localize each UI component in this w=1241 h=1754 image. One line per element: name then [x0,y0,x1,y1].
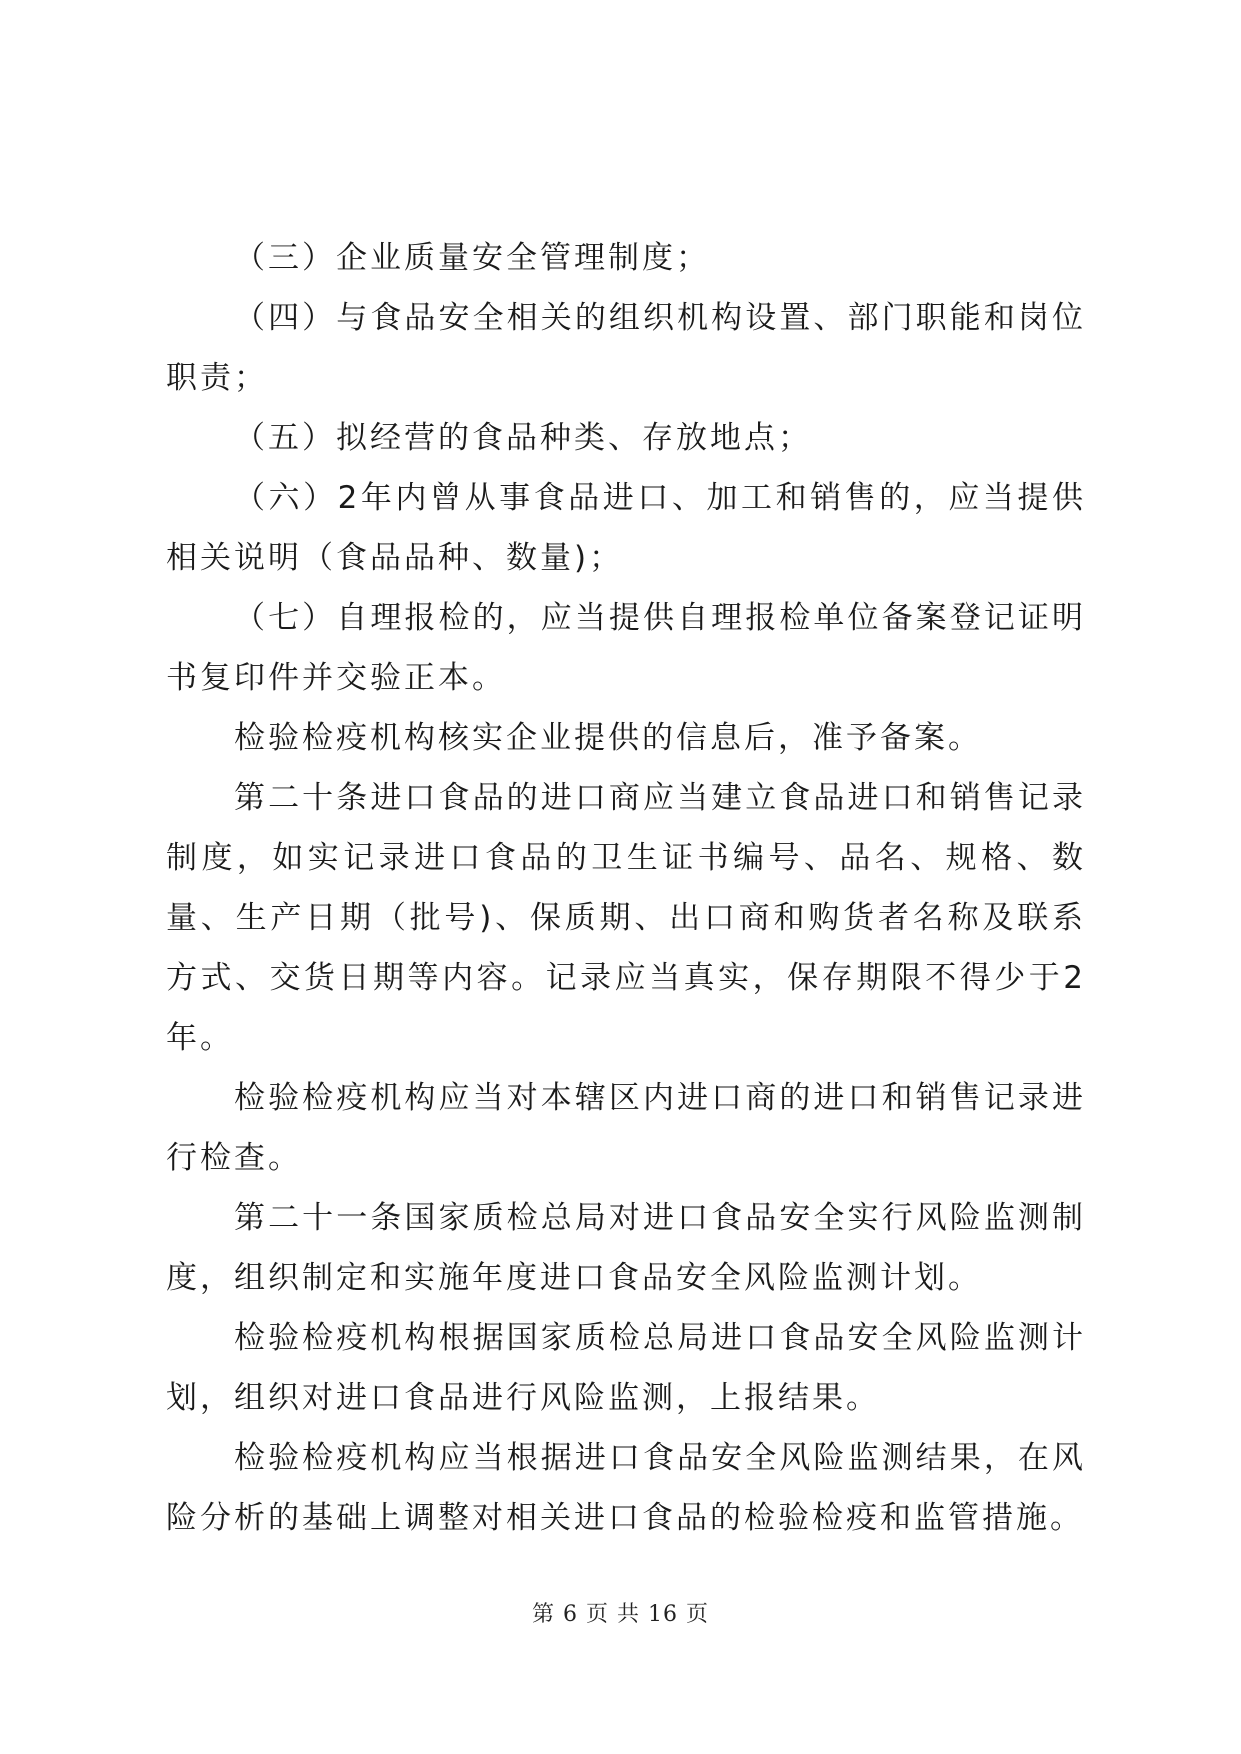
paragraph-item-7: （七）自理报检的，应当提供自理报检单位备案登记证明书复印件并交验正本。 [166,600,1086,696]
paragraph-item-6: （六）2年内曾从事食品进口、加工和销售的，应当提供相关说明（食品品种、数量)； [166,480,1086,576]
paragraph-item-4: （四）与食品安全相关的组织机构设置、部门职能和岗位职责； [166,300,1086,396]
paragraph-article-20: 第二十条进口食品的进口商应当建立食品进口和销售记录制度，如实记录进口食品的卫生证书编号、品名、规格、数量、生产日期（批号)、保质期、出口商和购货者名称及联系方式、交货日期等内容。记录应当真实，保存期限不得少于2年。 [166,780,1086,1056]
paragraph-item-5: （五）拟经营的食品种类、存放地点； [234,420,812,456]
paragraph-records-inspection: 检验检疫机构应当对本辖区内进口商的进口和销售记录进行检查。 [166,1080,1086,1176]
paragraph-article-21: 第二十一条国家质检总局对进口食品安全实行风险监测制度，组织制定和实施年度进口食品安全风险监测计划。 [166,1200,1086,1296]
document-body [166,228,1086,1548]
paragraph-item-3: （三）企业质量安全管理制度； [234,240,710,276]
paragraph-risk-monitoring: 检验检疫机构根据国家质检总局进口食品安全风险监测计划，组织对进口食品进行风险监测，上报结果。 [166,1320,1086,1416]
page-number-footer: 第 6 页 共 16 页 [532,1602,709,1627]
paragraph-risk-adjustment: 检验检疫机构应当根据进口食品安全风险监测结果，在风险分析的基础上调整对相关进口食品的检验检疫和监管措施。 [166,1440,1086,1536]
paragraph-filing-approval: 检验检疫机构核实企业提供的信息后，准予备案。 [234,720,982,756]
